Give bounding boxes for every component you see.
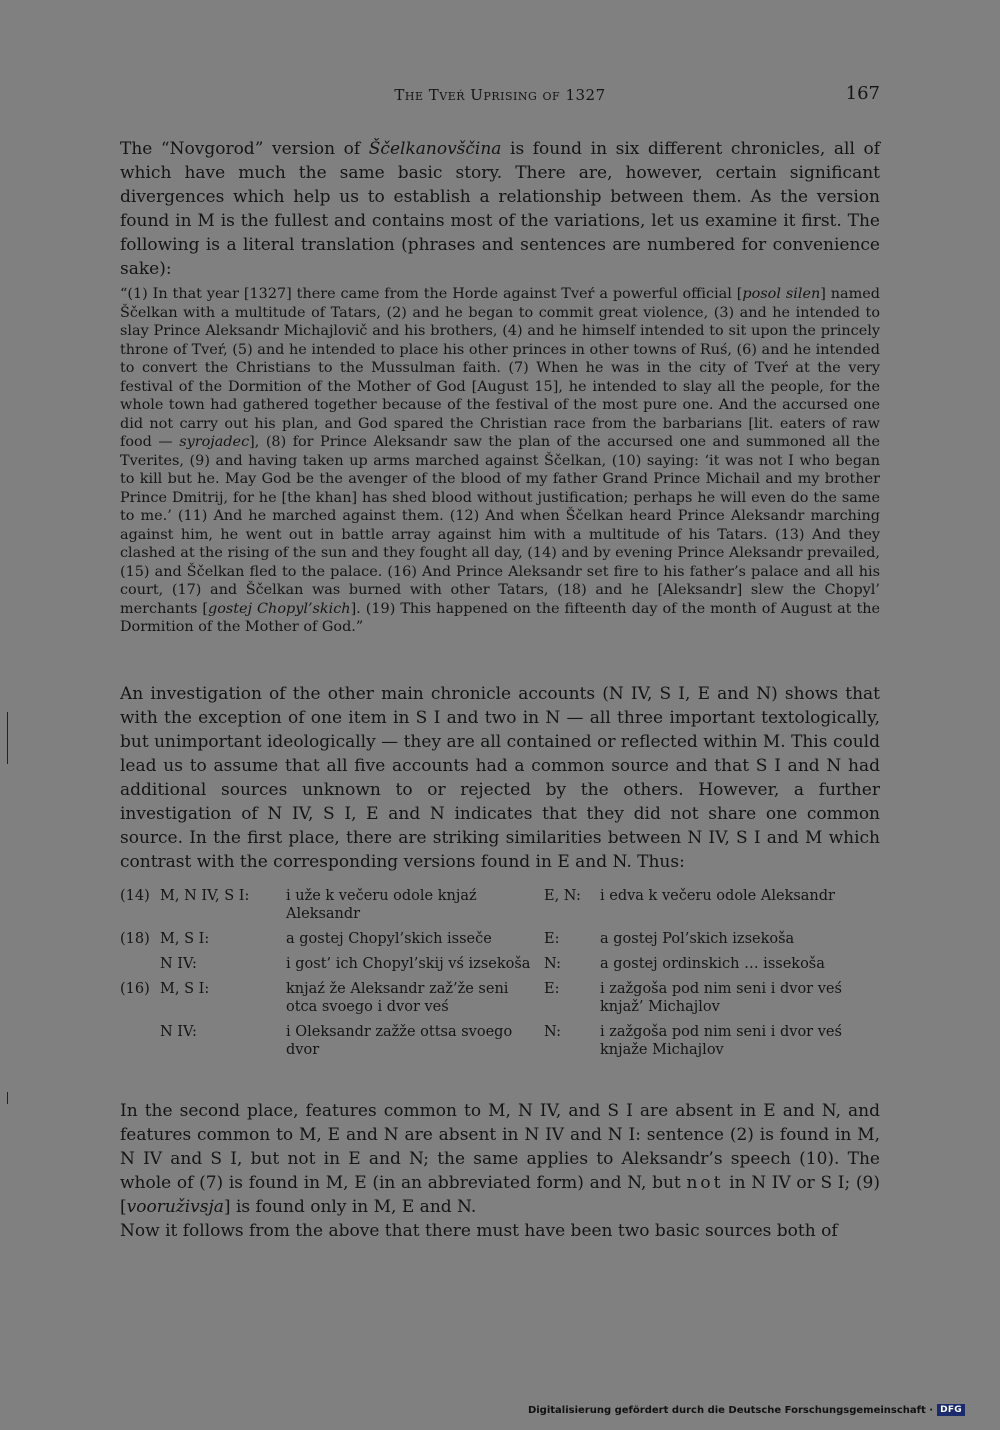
- second-place-text-1: In the second place, features common to M, N IV, and S I are absent in E and N, and features common to M, E and N are absent in N IV and N I: sentence (2) is found in M, N IV and S I, but not in E and N; the same applies to Aleksandr’s speech (10). The whole of (7) is found in M, E (in an abbreviated form) and N, but: [120, 1101, 880, 1193]
- chronicle-quote: [120, 285, 880, 637]
- quote-italic-3: gostej Chopyl’skich: [208, 600, 351, 617]
- second-place-text-3: ] is found only in M, E and N.: [223, 1197, 477, 1217]
- investigation-paragraph: An investigation of the other main chronicle accounts (N IV, S I, E and N) shows that with the exception of one item in S I and two in N — all three important textologically, but unimportant ideologically — they are all contained or reflected within M. This could lead us to assume that all five accounts had a common source and that S I and N had additional sources unknown to or rejected by the others. However, a further investigation of N IV, S I, E and N indicates that they did not share one common source. In the first place, there are striking similarities between N IV, S I and M which contrast with the corresponding versions found in E and N. Thus:: [120, 684, 880, 872]
- margin-mark: [7, 1092, 8, 1104]
- comparison-manuscripts: M, S I:: [160, 981, 210, 997]
- funding-text: Digitalisierung gefördert durch die Deutsche Forschungsgemeinschaft ·: [527, 1404, 934, 1416]
- investigation-paragraph-block: [120, 682, 880, 874]
- comparison-reading-2: a gostej ordinskich … issekoša: [600, 956, 825, 972]
- comparison-row: [120, 887, 880, 930]
- chronicle-quote-block: [120, 285, 880, 637]
- comparison-manuscripts: M, N IV, S I:: [160, 888, 250, 904]
- comparison-reading-2: a gostej Pol’skich izsekoša: [600, 931, 795, 947]
- quote-text-3: ], (8) for Prince Aleksandr saw the plan of the accursed one and summoned all the Tverites, (9) and having taken up arms marched against Ščelkan, (10) saying: ‘it was not I who began to kill but he. May God be the avenger of the blood of my father Grand Prince Michail and my brother Prince Dmitrij, for he [the khan] has shed blood without justification; perhaps he will even do the same to me.’ (11) And he marched against them. (12) And when Ščelkan heard Prince Aleksandr marching against him, he went out in battle array against him with a multitude of his Tatars. (13) And they clashed at the rising of the sun and they fought all day, (14) and by evening Prince Aleksandr prevailed, (15) and Ščelkan fled to the palace. (16) And Prince Aleksandr set fire to his father’s palace and all his court, (17) and Ščelkan was burned with other Tatars, (18) and he [Aleksandr] slew the Chopyl’ merchants [: [120, 434, 881, 617]
- comparison-manuscripts-2: E, N:: [544, 888, 581, 904]
- comparison-reading-1: knjaź že Aleksandr zaž’že seni otca svoego i dvor veś: [286, 981, 509, 1015]
- second-place-paragraph: [120, 1099, 880, 1219]
- comparison-line-number: (16): [120, 981, 150, 997]
- intro-paragraph-block: [120, 137, 880, 281]
- margin-mark: [7, 712, 8, 764]
- comparison-row: [120, 955, 880, 980]
- comparison-reading-1: i uže k večeru odole knjaź Aleksandr: [286, 888, 477, 922]
- comparison-line-number: (14): [120, 888, 150, 904]
- comparison-line-number: [120, 1023, 160, 1066]
- second-place-text-2: in N IV or S I; (9) [: [120, 1173, 880, 1217]
- comparison-manuscripts-2: E:: [544, 931, 560, 947]
- funding-footer: [528, 1404, 965, 1416]
- comparison-manuscripts-2: E:: [544, 981, 560, 997]
- conclusion-paragraph: Now it follows from the above that there must have been two basic sources both of: [120, 1221, 838, 1241]
- dfg-logo: DFG: [937, 1404, 965, 1416]
- comparison-table: [120, 887, 880, 1066]
- comparison-manuscripts: N IV:: [160, 956, 197, 972]
- page-number: 167: [845, 83, 880, 104]
- comparison-line-number: [120, 955, 160, 980]
- quote-text-2: ] named Ščelkan with a multitude of Tatars, (2) and he began to commit great violence, (3) and he intended to slay Prince Aleksandr Michajlovič and his brothers, (4) and he himself intended to sit upon the princely throne of Tveŕ, (5) and he intended to place his other princes in other towns of Ruś, (6) and he intended to convert the Christians to the Mussulman faith. (7) When he was in the city of Tveŕ at the very festival of the Dormition of the Mother of God [August 15], he intended to slay all the people, for the whole town had gathered together because of the festival of the most pure one. And the accursed one did not carry out his plan, and God spared the Christian race from the barbarians [lit. eaters of raw food —: [120, 286, 880, 450]
- comparison-manuscripts-2: N:: [544, 1024, 562, 1040]
- intro-title-italic: Ščelkanovščina: [368, 139, 502, 159]
- comparison-row: [120, 980, 880, 1023]
- comparison-reading-2: i edva k večeru odole Aleksandr: [600, 888, 835, 904]
- second-place-italic: vooruživsja: [126, 1197, 224, 1217]
- second-place-paragraph-block: [120, 1099, 880, 1243]
- comparison-row: [120, 930, 880, 955]
- comparison-reading-1: i gost’ ich Chopyl’skij vś izsekoša: [286, 956, 531, 972]
- second-place-spaced-word: not: [686, 1173, 724, 1193]
- intro-paragraph: [120, 137, 880, 281]
- comparison-reading-2: i zažgoša pod nim seni i dvor veś knjaže Michajlov: [600, 1024, 842, 1058]
- comparison-reading-1: i Oleksandr zažže ottsa svoego dvor: [286, 1024, 513, 1058]
- quote-italic-1: posol silen: [742, 286, 821, 302]
- comparison-reading-1: a gostej Chopyl’skich isseče: [286, 931, 492, 947]
- comparison-line-number: (18): [120, 931, 150, 947]
- quote-italic-2: syrojadec: [179, 434, 250, 450]
- quote-text-1: “(1) In that year [1327] there came from the Horde against Tveŕ a powerful official [: [120, 286, 743, 302]
- comparison-manuscripts: M, S I:: [160, 931, 210, 947]
- page-header: [120, 83, 880, 110]
- comparison-manuscripts: N IV:: [160, 1024, 197, 1040]
- intro-text-1: The “Novgorod” version of: [120, 139, 369, 159]
- comparison-row: [120, 1023, 880, 1066]
- comparison-reading-2: i zažgoša pod nim seni i dvor veś knjaž’ Michajlov: [600, 981, 842, 1015]
- running-title: The Tveŕ Uprising of 1327: [394, 86, 606, 104]
- quote-text-4: ]. (19) This happened on the fifteenth day of the month of August at the Dormition of the Mother of God.”: [120, 600, 881, 635]
- intro-text-2: is found in six different chronicles, all of which have much the same basic story. There are, however, certain significant divergences which help us to establish a relationship between them. As the version found in M is the fullest and contains most of the variations, let us examine it first. The following is a literal translation (phrases and sentences are numbered for convenience sake):: [120, 139, 880, 279]
- comparison-manuscripts-2: N:: [544, 956, 562, 972]
